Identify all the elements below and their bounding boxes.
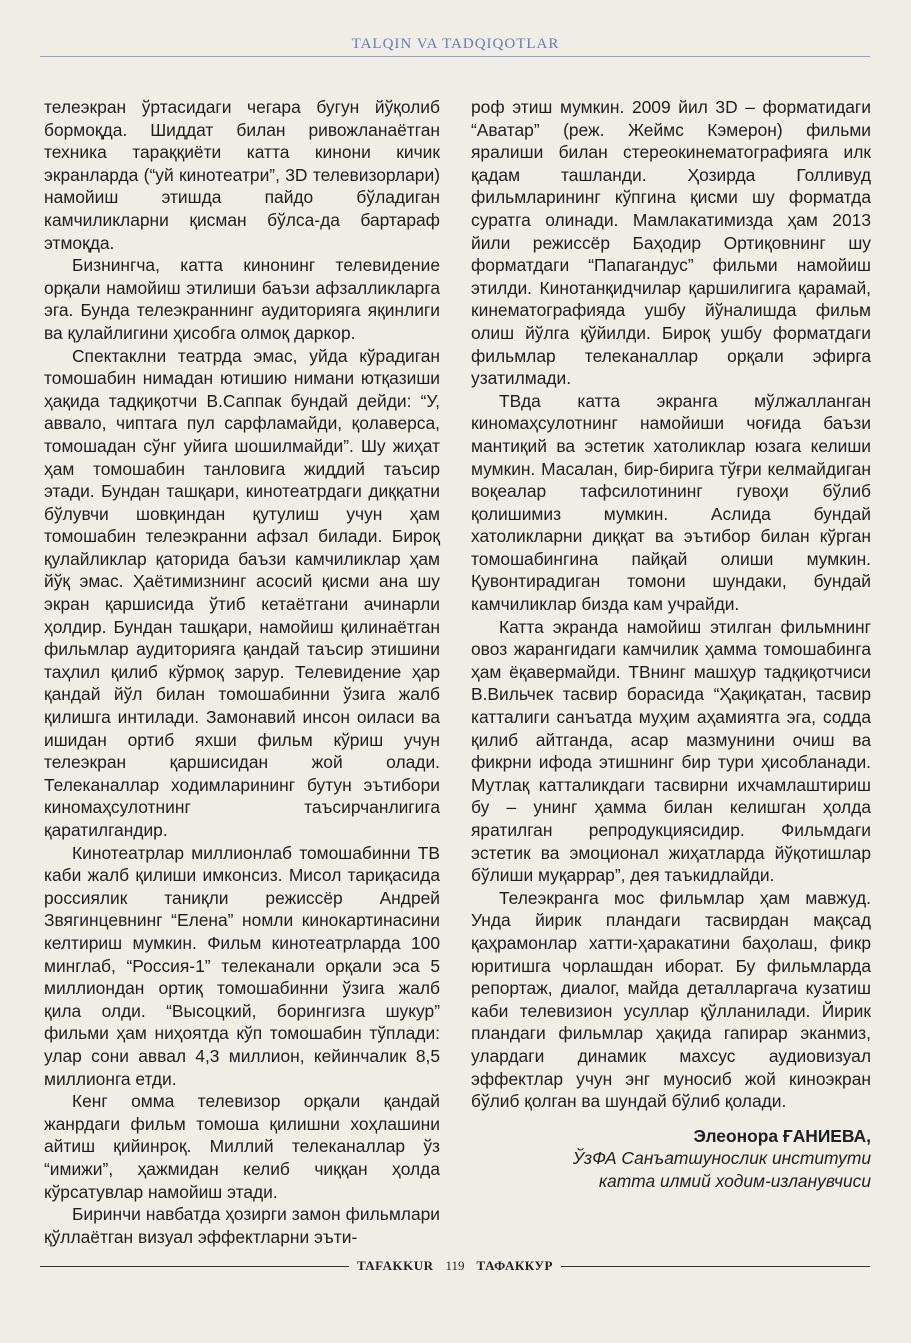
footer-title-latin: TAFAKKUR bbox=[357, 1258, 434, 1273]
paragraph: роф этиш мумкин. 2009 йил 3D – форматидаги “Аватар” (реж. Жеймс Кэмерон) фильми яралиши билан стереокинематографияга илк қадам ташланди. Ҳозирда Голливуд фильмларининг кўпгина қисми шу форматда суратга олинади. Мамлакатимизда ҳам 2013 йили режиссёр Баҳодир Ортиқовнинг шу форматдаги “Папагандус” фильми намойиш этилди. Кинотанқидчилар қаршилигига қарамай, кинематографияда ушбу йўналишда фильм олиш йўлга қўйилди. Бироқ ушбу форматдаги фильмлар телеканаллар орқали эфирга узатилмади. bbox=[471, 97, 871, 389]
author-position: катта илмий ходим-изланувчиси bbox=[598, 1170, 871, 1191]
footer-title-cyrillic: ТАФАККУР bbox=[476, 1258, 553, 1273]
footer-rule-right bbox=[561, 1266, 870, 1267]
paragraph: Бизнингча, катта кинонинг телевидение орқали намойиш этилиши баъзи афзалликларга эга. Бунда телеэкраннинг аудиторияга яқинлиги ва қулайлигини ҳисобга олмоқ даркор. bbox=[44, 255, 440, 343]
header-rule bbox=[40, 56, 870, 57]
author-affiliation: ЎзФА Санъатшунослик институти bbox=[572, 1148, 871, 1169]
paragraph: Спектаклни театрда эмас, уйда кўрадиган томошабин нимадан ютишию нимани ютқазиши ҳақида тадқиқотчи В.Саппак бундай дейди: “У, аввало, чиптага пул сарфламайди, қолаверса, томошадан сўнг уйига шошилмайди”. Шу жиҳат ҳам томошабин танловига жиддий таъсир этади. Бундан ташқари, кинотеатрдаги диққатни бўлувчи шовқиндан қутулиш учун ҳам томошабин телеэкранни афзал билади. Бироқ қулайликлар қаторида баъзи камчиликлар ҳам йўқ эмас. Ҳаётимизнинг асосий қисми ана шу экран қаршисида ўтиб кетаётгани ачинарли ҳолдир. Бундан ташқари, намойиш қилинаётган фильмлар аудиторияга қандай таъсир этишини таҳлил қилиб кўрмоқ зарур. Телевидение ҳар қандай йўл билан томошабинни ўзига жалб қилишга интилади. Замонавий инсон оиласи ва ишидан ортиб яхши фильм кўриш учун телеэкран қаршисидан жой олади. Телеканаллар ходимларининг бутун эътибори киномаҳсулотнинг таъсирчанлигига қаратилгандир. bbox=[44, 345, 440, 840]
right-column bbox=[471, 96, 871, 1193]
author-name: Элеонора ҒАНИЕВА, bbox=[693, 1125, 871, 1146]
left-column bbox=[44, 96, 440, 1248]
paragraph: Катта экранда намойиш этилган фильмнинг овоз жарангидаги камчилик ҳамма томошабинга ҳам ёқавермайди. ТВнинг машҳур тадқиқотчиси В.Вильчек тасвир борасида “Ҳақиқатан, тасвир катталиги санъатда муҳим аҳамиятга эга, содда қилиб айтганда, асар мазмунини очиш ва фикрни ифода этишнинг бир тури ҳисобланади. Мутлақ катталикдаги тасвирни ихчамлаштириш бу – унинг ҳамма билан келишган ҳолда яратилган репродукциясидир. Фильмдаги эстетик ва эмоционал жиҳатларда йўқотишлар бўлиши муқаррар”, дея таъкидлайди. bbox=[471, 616, 871, 886]
right-paragraphs bbox=[471, 96, 871, 1113]
page-footer bbox=[40, 1256, 870, 1276]
footer-rule-left bbox=[40, 1266, 349, 1267]
page-number: 119 bbox=[445, 1258, 465, 1273]
paragraph: Телеэкранга мос фильмлар ҳам мавжуд. Унда йирик пландаги тасвирдан мақсад қаҳрамонлар хатти-ҳаракатини баҳолаш, фикр юритишга чорлашдан иборат. Бу фильмларда репортаж, диалог, майда деталларгача кузатиш каби телевизион усуллар қўлланилади. Йирик пландаги фильмлар ҳақида гапирар эканмиз, улардаги динамик махсус аудиовизуал эффектлар учун энг муносиб жой киноэкран бўлиб қолган ва шундай бўлиб қолади. bbox=[471, 887, 871, 1112]
paragraph: Кенг омма телевизор орқали қандай жанрдаги фильм томоша қилишни хоҳлашини айтиш қийинроқ. Миллий телеканаллар ўз “имижи”, ҳажмидан келиб чиққан ҳолда кўрсатувлар намойиш этади. bbox=[44, 1091, 440, 1202]
paragraph: Биринчи навбатда ҳозирги замон фильмлари қўллаётган визуал эффектларни эъти- bbox=[44, 1204, 440, 1247]
paragraph: телеэкран ўртасидаги чегара бугун йўқолиб бормоқда. Шиддат билан ривожланаётган техника тараққиёти катта кинони кичик экранларда (“уй кинотеатри”, 3D телевизорлари) намойиш этишда пайдо бўладиган камчиликларни қисман бўлса-да бартараф этмоқда. bbox=[44, 97, 440, 253]
paragraph: ТВда катта экранга мўлжалланган киномаҳсулотнинг намойиши чоғида баъзи мантиқий ва эстетик хатоликлар юзага келиши мумкин. Масалан, бир-бирига тўғри келмайдиган воқеалар тафсилотининг гувоҳи бўлиб қолишимиз мумкин. Аслида бундай хатоликларни диққат ва эътибор билан кўрган томошабингина пайқай олиши мумкин. Қувонтирадиган томони шундаки, бундай камчиликлар бизда кам учрайди. bbox=[471, 390, 871, 615]
running-header: TALQIN VA TADQIQOTLAR bbox=[351, 36, 560, 52]
paragraph: Кинотеатрлар миллионлаб томошабинни ТВ каби жалб қилиши имконсиз. Мисол тариқасида россиялик таниқли режиссёр Андрей Звягинцевнинг “Елена” номли кинокартинасини келтириш мумкин. Фильм кинотеатрларда 100 минглаб, “Россия-1” телеканали орқали эса 5 миллиондан ортиқ томошабинни ўзига жалб қила олди. “Высоцкий, борингизга шукур” фильми ҳам ниҳоятда кўп томошабин тўплади: улар сони аввал 4,3 миллион, кейинчалик 8,5 миллионга етди. bbox=[44, 842, 440, 1089]
